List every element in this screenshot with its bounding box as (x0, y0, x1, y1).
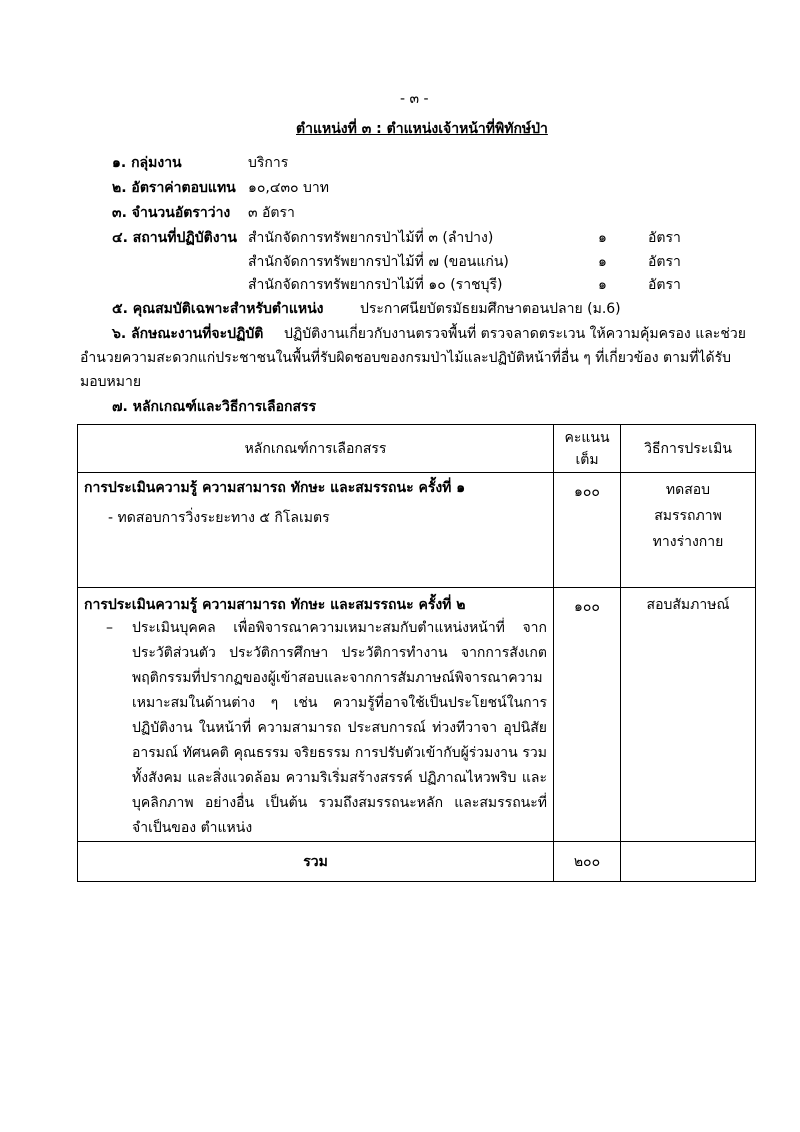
method-line: ทดสอบ (665, 482, 711, 498)
method-line: สมรรถภาพ (654, 508, 722, 524)
position-heading: ตำแหน่งที่ ๓ : ตำแหน่งเจ้าหน้าที่พิทักษ์ป่า (296, 121, 548, 137)
table-header-row (78, 425, 756, 473)
score-cell: ๑๐๐ (554, 473, 621, 588)
workplace-unit: อัตรา (648, 230, 681, 246)
workplace-unit: อัตรา (648, 277, 681, 293)
criteria-round-1-detail: - ทดสอบการวิ่งระยะทาง ๕ กิโลเมตร (108, 510, 330, 526)
criteria-header: หลักเกณฑ์การเลือกสรร (78, 425, 554, 473)
qualification-value: ประกาศนียบัตรมัธยมศึกษาตอนปลาย (ม.6) (360, 301, 621, 317)
item-salary-value: ๑๐,๔๓๐ บาท (248, 180, 330, 196)
item-vacancy-value: ๓ อัตรา (248, 205, 295, 221)
total-score: ๒๐๐ (554, 842, 621, 882)
workplace-count: ๑ (598, 230, 607, 246)
total-method (621, 842, 756, 882)
score-header-line: คะแนน (564, 429, 610, 446)
job-description-line: อำนวยความสะดวกแก่ประชาชนในพื้นที่รับผิดชอบของกรมป่าไม้และปฏิบัติหน้าที่อื่น ๆ ที่เกี่ยวข้อง ตามที่ได้รับ (80, 350, 732, 366)
bullet-dash: – (106, 620, 113, 636)
criteria-table (77, 424, 756, 882)
workplace-count: ๑ (598, 254, 607, 270)
score-cell: ๑๐๐ (554, 588, 621, 842)
workplace-office: สำนักจัดการทรัพยากรป่าไม้ที่ ๑๐ (ราชบุรี) (248, 277, 503, 293)
criteria-heading: ๗. หลักเกณฑ์และวิธีการเลือกสรร (112, 399, 317, 415)
job-description-line: มอบหมาย (80, 374, 142, 390)
item-vacancy-label: ๓. จำนวนอัตราว่าง (112, 205, 231, 221)
table-row (78, 473, 756, 588)
workplace-unit: อัตรา (648, 254, 681, 270)
criteria-round-2-title: การประเมินความรู้ ความสามารถ ทักษะ และสมรรถนะ ครั้งที่ ๒ (84, 597, 466, 613)
method-cell: สอบสัมภาษณ์ (621, 588, 756, 842)
item-work-group-value: บริการ (248, 155, 289, 171)
criteria-cell (78, 473, 554, 588)
method-cell (621, 473, 756, 588)
criteria-round-2-body (78, 616, 553, 841)
method-header: วิธีการประเมิน (621, 425, 756, 473)
item-salary-label: ๒. อัตราค่าตอบแทน (112, 180, 236, 196)
table-row (78, 588, 756, 842)
method-line: ทางร่างกาย (652, 534, 724, 550)
criteria-round-2-detail: ประเมินบุคคล เพื่อพิจารณาความเหมาะสมกับตำแหน่งหน้าที่ จากประวัติส่วนตัว ประวัติการศึกษา ประวัติการทำงาน จากการสังเกต พฤติกรรมที่ปรากฏของผู้เข้าสอบและจากการสัมภาษณ์พิจารณาความ เหมาะสมในด้านต่าง ๆ เช่น ความรู้ที่อาจใช้เป็นประโยชน์ในการปฏิบัติงาน ในหน้าที่ ความสามารถ ประสบการณ์ ท่วงทีวาจา อุปนิสัย อารมณ์ ทัศนคติ คุณธรรม จริยธรรม การปรับตัวเข้ากับผู้ร่วมงาน รวมทั้งสังคม และสิ่งแวดล้อม ความริเริ่มสร้างสรรค์ ปฏิภาณไหวพริบ และบุคลิกภาพ อย่างอื่น เป็นต้น รวมถึงสมรรถนะหลัก และสมรรถนะที่จำเป็นของ ตำแหน่ง (132, 620, 547, 836)
total-label: รวม (78, 842, 554, 882)
workplace-count: ๑ (598, 277, 607, 293)
criteria-cell (78, 588, 554, 842)
item-work-group-label: ๑. กลุ่มงาน (112, 155, 182, 171)
page-number: - ๓ - (400, 91, 429, 107)
workplace-label: ๔. สถานที่ปฏิบัติงาน (112, 230, 238, 246)
score-header (554, 425, 621, 473)
job-description-label: ๖. ลักษณะงานที่จะปฏิบัติ (112, 326, 264, 342)
criteria-round-1-title: การประเมินความรู้ ความสามารถ ทักษะ และสมรรถนะ ครั้งที่ ๑ (84, 480, 466, 496)
qualification-label: ๕. คุณสมบัติเฉพาะสำหรับตำแหน่ง (112, 301, 324, 317)
workplace-office: สำนักจัดการทรัพยากรป่าไม้ที่ ๗ (ขอนแก่น) (248, 254, 509, 270)
score-header-line: เต็ม (575, 451, 599, 468)
table-total-row (78, 842, 756, 882)
workplace-office: สำนักจัดการทรัพยากรป่าไม้ที่ ๓ (ลำปาง) (248, 230, 494, 246)
job-description-line: ปฏิบัติงานเกี่ยวกับงานตรวจพื้นที่ ตรวจลาดตระเวน ให้ความคุ้มครอง และช่วย (284, 326, 746, 342)
